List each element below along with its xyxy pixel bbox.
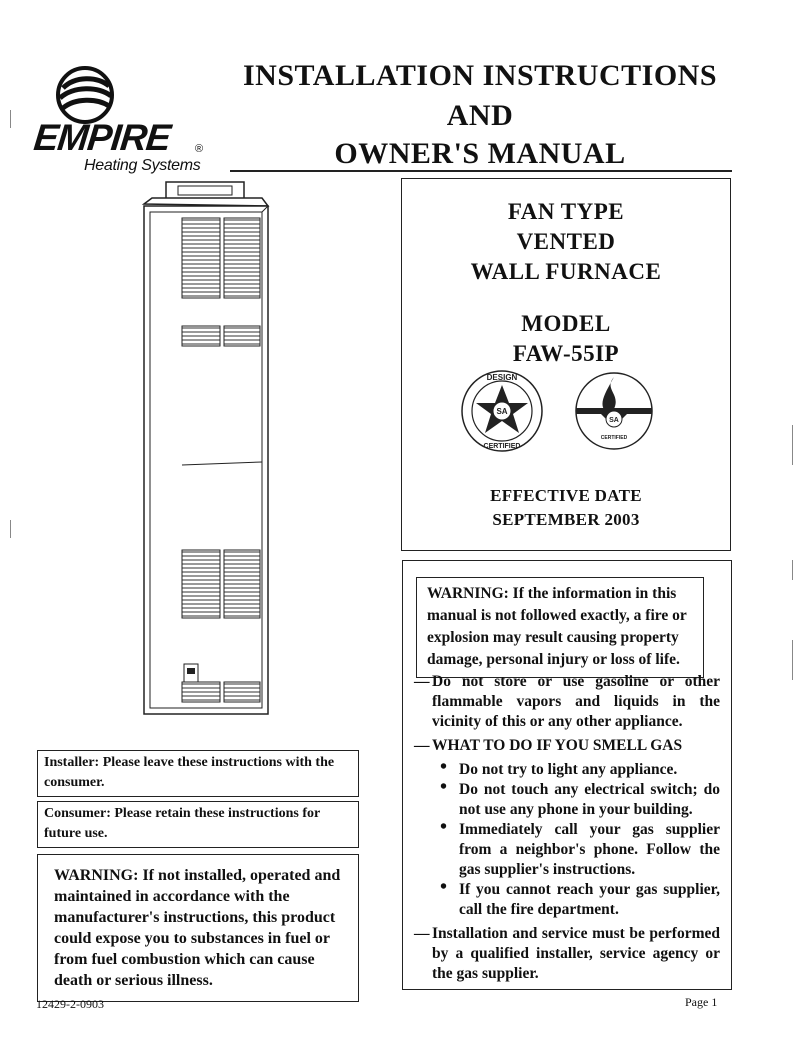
consumer-note-box: Consumer: Please retain these instructions for future use. <box>37 801 359 848</box>
bullet-icon: • <box>440 776 448 798</box>
wall-furnace-illustration <box>138 180 274 720</box>
fire-warning-box: WARNING: If the information in this manual is not followed exactly, a fire or explosion may result causing property damage, personal injury or loss of life. <box>416 577 704 678</box>
safety-frame <box>402 560 732 990</box>
health-warning-box: WARNING: If not installed, operated and maintained in accordance with the manufacturer's instructions, this product could expose you to substances in fuel or from fuel combustion which can cause death or serious illness. <box>37 854 359 1002</box>
product-info-box <box>401 178 731 551</box>
page-number: Page 1 <box>685 995 718 1009</box>
list-item: • If you cannot reach your gas supplier, call the fire department. <box>440 876 720 918</box>
installer-note-box: Installer: Please leave these instructions with the consumer. <box>37 750 359 797</box>
dash-marker: — <box>414 673 430 690</box>
bullet-icon: • <box>440 756 448 778</box>
seal2-center-text: SA <box>609 417 619 424</box>
safety-item-storage-text: Do not store or use gasoline or other flammable vapors and liquids in the vicinity of this or any other appliance. <box>432 673 720 730</box>
dash-marker: — <box>414 737 430 754</box>
registered-mark: ® <box>195 143 204 155</box>
model-number: FAW-55IP <box>512 341 620 366</box>
scan-margin-mark <box>792 640 793 680</box>
title-rule <box>230 170 732 172</box>
seal1-top-text: DESIGN <box>486 373 518 382</box>
logo-tagline: Heating Systems <box>84 157 201 174</box>
list-item: • Immediately call your gas supplier from a neighbor's phone. Follow the gas supplier's instructions. <box>440 816 720 878</box>
title-line-2: AND <box>446 99 514 132</box>
list-item: • Do not try to light any appliance. <box>440 756 678 778</box>
scan-margin-mark <box>10 110 11 128</box>
csa-flame-seal-icon <box>566 371 662 453</box>
product-type-line-3: WALL FURNACE <box>470 259 662 284</box>
scan-margin-mark <box>792 425 793 465</box>
safety-item-installation-text: Installation and service must be performed by a qualified installer, service agency or the gas supplier. <box>432 925 720 982</box>
effective-date-value: SEPTEMBER 2003 <box>492 510 640 529</box>
smell-gas-heading: WHAT TO DO IF YOU SMELL GAS <box>432 737 683 754</box>
seal1-bottom-text: CERTIFIED <box>483 443 521 450</box>
title-line-3: OWNER'S MANUAL <box>334 137 626 170</box>
seal2-bottom-text: CERTIFIED <box>600 435 628 441</box>
design-certified-seal-icon <box>460 369 544 453</box>
empire-logo-wordmark: EMPIRE <box>31 117 173 158</box>
product-type-line-1: FAN TYPE <box>507 199 625 224</box>
scan-margin-mark <box>10 520 11 538</box>
product-type-line-2: VENTED <box>516 229 616 254</box>
list-item: • Do not touch any electrical switch; do not use any phone in your building. <box>440 776 720 818</box>
effective-date-label: EFFECTIVE DATE <box>490 486 642 505</box>
title-line-1: INSTALLATION INSTRUCTIONS <box>242 59 717 92</box>
model-label: MODEL <box>521 311 611 336</box>
bullet-icon: • <box>440 876 448 898</box>
seal1-center-text: SA <box>496 407 508 416</box>
bullet-icon: • <box>440 816 448 838</box>
document-code: 12429-2-0903 <box>36 997 104 1011</box>
dash-marker: — <box>414 925 430 942</box>
scan-margin-mark <box>792 560 793 580</box>
